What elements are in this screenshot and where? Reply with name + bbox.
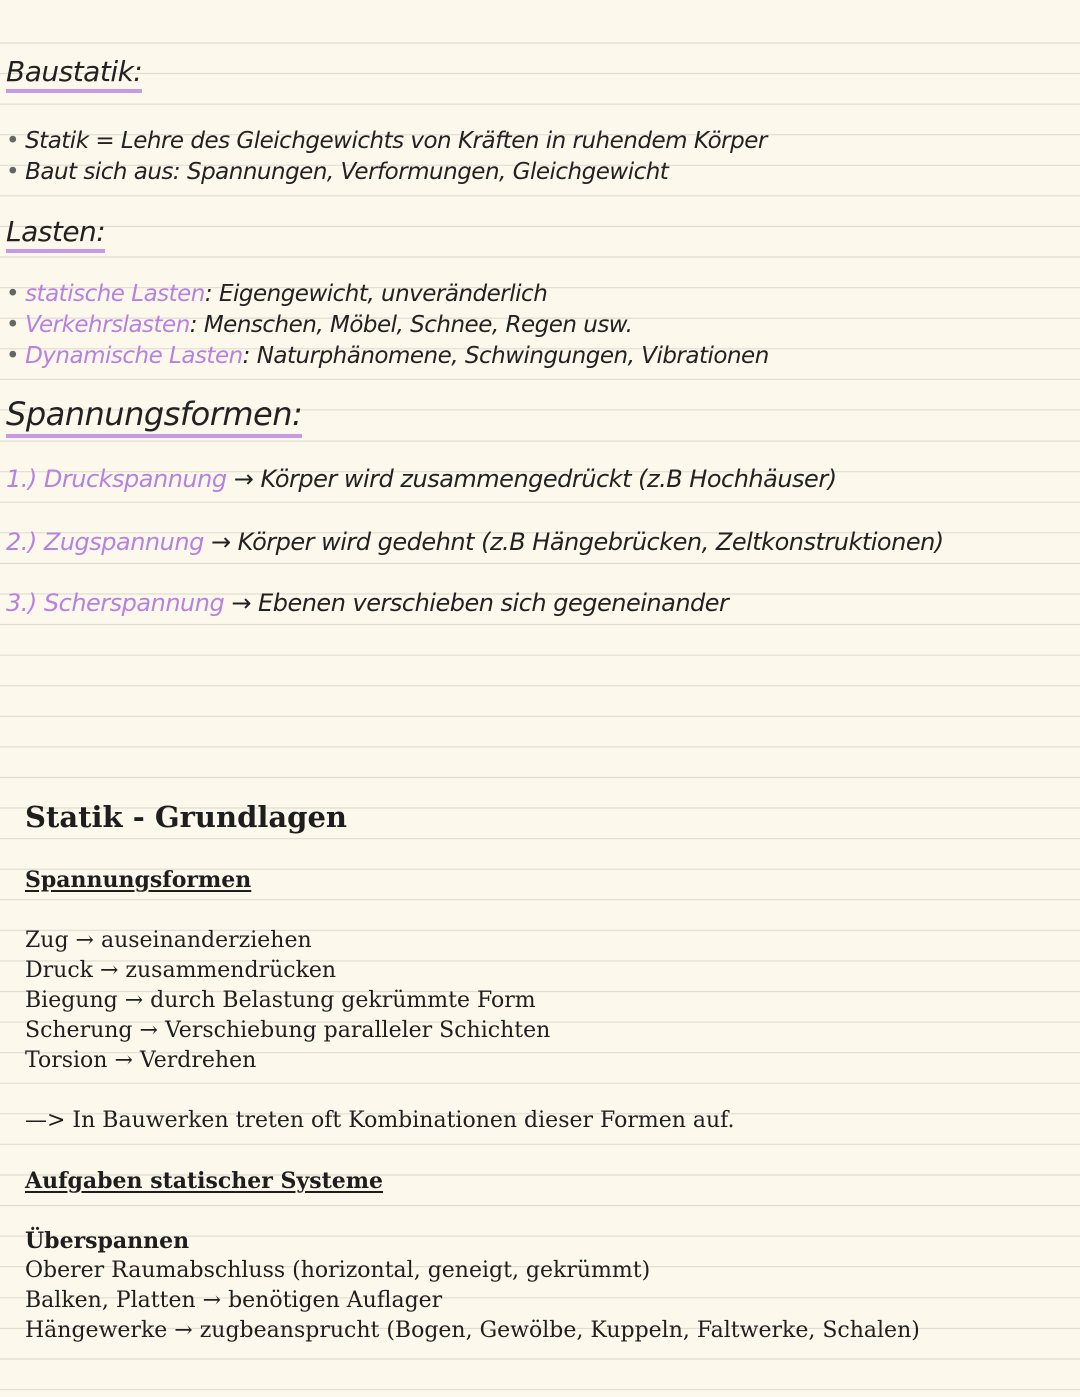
- section-title-aufgaben: Aufgaben statischer Systeme: [25, 1168, 384, 1194]
- last-item: [6, 343, 769, 369]
- ueberspannen-line: Balken, Platten → benötigen Auflager: [25, 1288, 443, 1313]
- combination-note: —> In Bauwerken treten oft Kombinationen dieser Formen auf.: [25, 1108, 735, 1133]
- bullet-icon: •: [6, 312, 20, 338]
- ueberspannen-line: Hängewerke → zugbeansprucht (Bogen, Gewölbe, Kuppeln, Faltwerke, Schalen): [25, 1318, 920, 1343]
- spannung-label: 3.) Scherspannung: [6, 589, 225, 617]
- page-title: Statik - Grundlagen: [25, 800, 347, 834]
- form-line: Biegung → durch Belastung gekrümmte Form: [25, 988, 536, 1013]
- bullet-icon: •: [6, 343, 20, 369]
- bullet-icon: •: [6, 128, 20, 154]
- form-line: Scherung → Verschiebung paralleler Schichten: [25, 1018, 551, 1043]
- last-text: : Menschen, Möbel, Schnee, Regen usw.: [189, 312, 633, 338]
- last-label: Verkehrslasten: [25, 312, 190, 338]
- last-item: [6, 312, 632, 338]
- statik-definition: • Statik = Lehre des Gleichgewichts von Kräften in ruhendem Körper: [6, 128, 767, 154]
- heading-spannungsformen: Spannungsformen:: [6, 395, 302, 438]
- heading-baustatik: Baustatik:: [6, 55, 142, 93]
- spannung-text: → Körper wird zusammengedrückt (z.B Hochhäuser): [226, 465, 837, 493]
- ueberspannen-line: Oberer Raumabschluss (horizontal, geneigt, gekrümmt): [25, 1258, 651, 1283]
- ueberspannen-title: Überspannen: [25, 1228, 190, 1254]
- baut-sich-aus: • Baut sich aus: Spannungen, Verformungen, Gleichgewicht: [6, 159, 669, 185]
- form-line: Torsion → Verdrehen: [25, 1048, 257, 1073]
- spannung-label: 1.) Druckspannung: [6, 465, 227, 493]
- last-text: : Naturphänomene, Schwingungen, Vibrationen: [242, 343, 769, 369]
- last-label: statische Lasten: [25, 281, 205, 307]
- spannung-text: → Ebenen verschieben sich gegeneinander: [224, 589, 729, 617]
- heading-lasten: Lasten:: [6, 215, 105, 253]
- form-line: Druck → zusammendrücken: [25, 958, 337, 983]
- spannung-text: → Körper wird gedehnt (z.B Hängebrücken, Zeltkonstruktionen): [203, 528, 944, 556]
- last-text: : Eigengewicht, unveränderlich: [204, 281, 548, 307]
- spannung-item: [6, 528, 944, 556]
- form-line: Zug → auseinanderziehen: [25, 928, 312, 953]
- spannung-item: [6, 589, 728, 617]
- spannung-label: 2.) Zugspannung: [6, 528, 204, 556]
- spannung-item: [6, 465, 837, 493]
- section-title-spannungsformen: Spannungsformen: [25, 867, 252, 893]
- bullet-icon: •: [6, 281, 20, 307]
- last-item: [6, 281, 547, 307]
- bullet-icon: •: [6, 159, 20, 185]
- last-label: Dynamische Lasten: [25, 343, 243, 369]
